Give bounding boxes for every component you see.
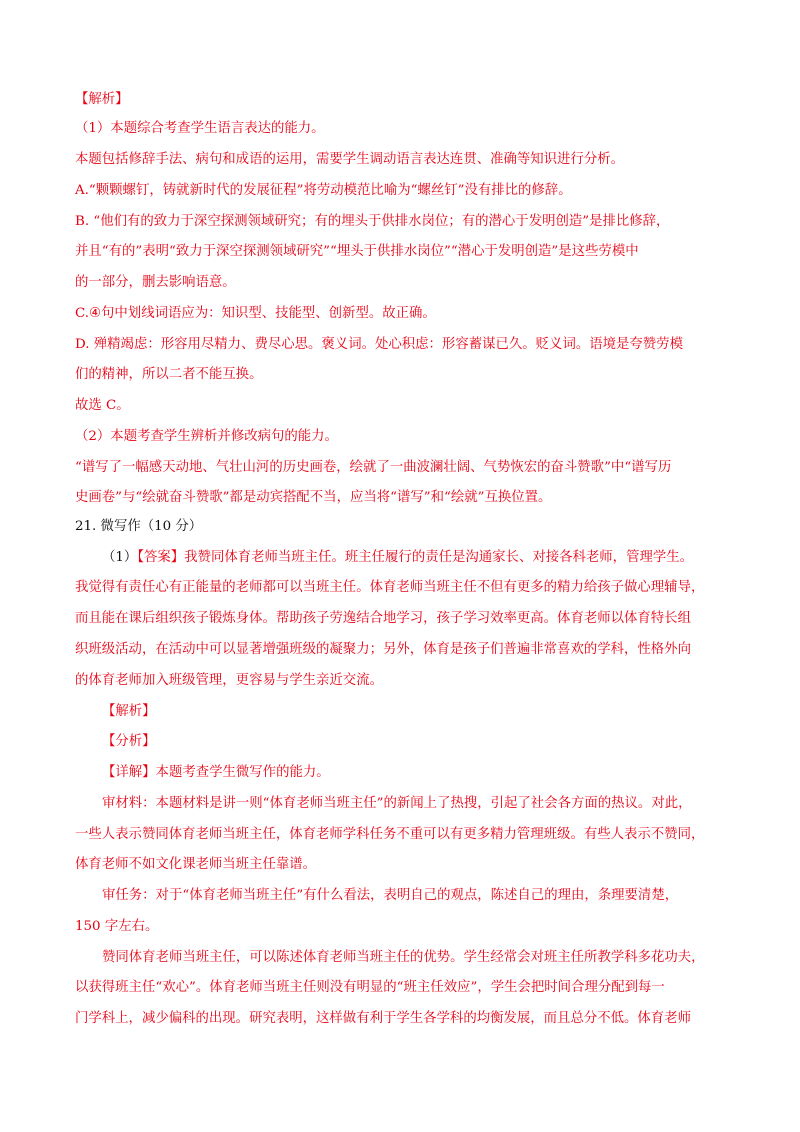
paragraph-line: D. 殚精竭虑：形容用尽精力、费尽心思。褒义词。处心积虑：形容蓄谋已久。贬义词。语境是夸赞劳模 bbox=[75, 337, 683, 352]
answer-number: （1） bbox=[102, 550, 138, 565]
section-header-detail: 【详解】本题考查学生微写作的能力。 bbox=[102, 765, 330, 780]
paragraph-line: 150 字左右。 bbox=[75, 919, 159, 934]
paragraph-line: A.“颗颗螺钉，铸就新时代的发展征程”将劳动模范比喻为“螺丝钉”没有排比的修辞。 bbox=[75, 183, 572, 198]
paragraph-line: 以获得班主任“欢心”。体育老师当班主任则没有明显的“班主任效应”，学生会把时间合理分配到每一 bbox=[75, 980, 665, 995]
section-header-breakdown: 【分析】 bbox=[102, 734, 156, 749]
paragraph-line: 一些人表示赞同体育老师当班主任，体育老师学科任务不重可以有更多精力管理班级。有些人表示不赞同， bbox=[75, 827, 705, 842]
answer-first-line bbox=[102, 549, 693, 567]
paragraph-line: 史画卷”与“绘就奋斗赞歌”都是动宾搭配不当，应当将“谱写”和“绘就”互换位置。 bbox=[75, 490, 552, 505]
question-heading: 21. 微写作（10 分） bbox=[75, 519, 203, 534]
paragraph-line: C.④句中划线词语应为：知识型、技能型、创新型。故正确。 bbox=[75, 306, 436, 321]
paragraph-line: 故选 C。 bbox=[75, 398, 130, 413]
paragraph-line: （1）本题综合考查学生语言表达的能力。 bbox=[75, 121, 325, 136]
paragraph-line: 们的精神，所以二者不能互换。 bbox=[75, 367, 263, 382]
paragraph-line: （2）本题考查学生辨析并修改病句的能力。 bbox=[75, 429, 338, 444]
paragraph-line: 审任务：对于“体育老师当班主任”有什么看法，表明自己的观点，陈述自己的理由，条理要清楚， bbox=[102, 888, 679, 903]
paragraph-line: 的一部分，删去影响语意。 bbox=[75, 275, 236, 290]
paragraph-line: 本题包括修辞手法、病句和成语的运用，需要学生调动语言表达连贯、准确等知识进行分析。 bbox=[75, 152, 625, 167]
paragraph-line: 的体育老师加入班级管理，更容易与学生亲近交流。 bbox=[75, 673, 383, 688]
paragraph-line: 并且“有的”表明“致力于深空探测领域研究”“埋头于供排水岗位”“潜心于发明创造”是这些劳模中 bbox=[75, 244, 639, 259]
paragraph-line: 织班级活动，在活动中可以显著增强班级的凝聚力；另外，体育是孩子们普遍非常喜欢的学科，性格外向 bbox=[75, 642, 691, 657]
section-header-analysis: 【解析】 bbox=[75, 92, 129, 107]
paragraph-line: 审材料：本题材料是讲一则“体育老师当班主任”的新闻上了热搜，引起了社会各方面的热议。对此， bbox=[102, 796, 692, 811]
paragraph-line: 赞同体育老师当班主任，可以陈述体育老师当班主任的优势。学生经常会对班主任所教学科多花功夫， bbox=[102, 950, 705, 965]
section-header-analysis: 【解析】 bbox=[102, 704, 156, 719]
answer-text: 【答案】我赞同体育老师当班主任。班主任履行的责任是沟通家长、对接各科老师，管理学生。 bbox=[137, 550, 694, 565]
paragraph-line: “谱写了一幅感天动地、气壮山河的历史画卷，绘就了一曲波澜壮阔、气势恢宏的奋斗赞歌”中“谱写历 bbox=[75, 460, 672, 475]
paragraph-line: 门学科上，减少偏科的出现。研究表明，这样做有利于学生各学科的均衡发展，而且总分不低。体育老师 bbox=[75, 1011, 691, 1026]
paragraph-line: 而且能在课后组织孩子锻炼身体。帮助孩子劳逸结合地学习，孩子学习效率更高。体育老师以体育特长组 bbox=[75, 611, 691, 626]
paragraph-line: 体育老师不如文化课老师当班主任靠谱。 bbox=[75, 857, 317, 872]
paragraph-line: 我觉得有责任心有正能量的老师都可以当班主任。体育老师当班主任不但有更多的精力给孩子做心理辅导， bbox=[75, 580, 705, 595]
paragraph-line: B. “他们有的致力于深空探测领域研究；有的埋头于供排水岗位；有的潜心于发明创造”是排比修辞， bbox=[75, 214, 670, 229]
